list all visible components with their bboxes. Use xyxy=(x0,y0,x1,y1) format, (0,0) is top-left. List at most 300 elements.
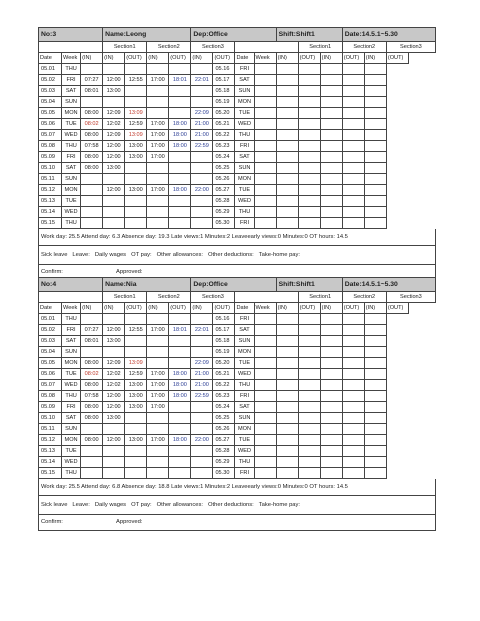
time-cell xyxy=(81,196,103,207)
table-row xyxy=(39,196,436,207)
weekday-cell: TUE xyxy=(235,108,254,119)
date-cell: 05.23 xyxy=(213,391,235,402)
table-row xyxy=(39,413,436,424)
time-cell xyxy=(276,141,298,152)
time-cell: 18:00 xyxy=(169,391,191,402)
weekday-cell: FRI xyxy=(235,141,254,152)
table-row xyxy=(39,152,436,163)
time-cell: 18:00 xyxy=(169,130,191,141)
time-cell: 22:00 xyxy=(191,435,213,446)
section2-label: Section2 xyxy=(147,292,191,303)
time-cell: 17:00 xyxy=(147,380,169,391)
time-cell xyxy=(342,424,364,435)
weekday-cell: TUE xyxy=(62,369,81,380)
date-cell: 05.12 xyxy=(39,185,62,196)
time-cell xyxy=(298,163,320,174)
time-cell xyxy=(81,446,103,457)
time-cell xyxy=(125,163,147,174)
time-cell xyxy=(276,174,298,185)
time-cell xyxy=(147,218,169,229)
weekday-cell: FRI xyxy=(62,402,81,413)
time-cell xyxy=(254,446,276,457)
time-cell xyxy=(276,380,298,391)
section1-label: Section1 xyxy=(298,292,342,303)
pay-field-label: Leave: xyxy=(72,251,90,258)
time-cell: 12:59 xyxy=(125,119,147,130)
weekday-cell: FRI xyxy=(235,314,254,325)
time-cell xyxy=(276,130,298,141)
time-cell xyxy=(169,64,191,75)
time-cell xyxy=(364,468,386,479)
time-cell: 17:00 xyxy=(147,130,169,141)
out-header: (OUT) xyxy=(386,53,408,64)
date-cell: 05.21 xyxy=(213,119,235,130)
time-cell xyxy=(320,468,342,479)
date-cell: 05.28 xyxy=(213,446,235,457)
date-cell: 05.05 xyxy=(39,108,62,119)
time-cell: 08:00 xyxy=(81,358,103,369)
weekday-cell: MON xyxy=(235,97,254,108)
table-row xyxy=(39,347,436,358)
time-cell: 13:09 xyxy=(125,108,147,119)
time-cell xyxy=(103,64,125,75)
in-header: (IN) xyxy=(191,303,213,314)
date-cell: 05.11 xyxy=(39,424,62,435)
date-cell: 05.04 xyxy=(39,97,62,108)
time-cell xyxy=(298,196,320,207)
time-cell xyxy=(298,141,320,152)
time-cell xyxy=(320,163,342,174)
time-cell xyxy=(364,446,386,457)
time-cell: 08:02 xyxy=(81,369,103,380)
time-cell xyxy=(320,325,342,336)
time-cell xyxy=(191,174,213,185)
date-cell: 05.24 xyxy=(213,402,235,413)
table-row xyxy=(39,380,436,391)
time-cell: 12:00 xyxy=(103,185,125,196)
time-cell xyxy=(342,325,364,336)
weekday-cell: MON xyxy=(62,435,81,446)
date-cell: 05.26 xyxy=(213,174,235,185)
time-cell xyxy=(276,163,298,174)
time-cell xyxy=(342,185,364,196)
time-cell xyxy=(364,108,386,119)
time-cell xyxy=(364,358,386,369)
time-cell: 12:00 xyxy=(103,325,125,336)
weekday-cell: SAT xyxy=(62,336,81,347)
time-cell: 12:55 xyxy=(125,325,147,336)
weekday-cell: MON xyxy=(235,424,254,435)
time-cell xyxy=(276,196,298,207)
in-header: (IN) xyxy=(320,303,342,314)
date-cell: 05.06 xyxy=(39,119,62,130)
time-cell: 13:00 xyxy=(125,185,147,196)
table-row xyxy=(39,174,436,185)
time-cell xyxy=(169,314,191,325)
time-cell xyxy=(298,207,320,218)
weekday-cell: THU xyxy=(62,468,81,479)
time-cell xyxy=(147,97,169,108)
time-cell: 13:00 xyxy=(125,152,147,163)
section2-label: Section2 xyxy=(147,42,191,53)
time-cell xyxy=(342,468,364,479)
time-cell xyxy=(103,196,125,207)
weekday-cell: WED xyxy=(235,196,254,207)
time-cell xyxy=(254,391,276,402)
in-header: (IN) xyxy=(147,303,169,314)
time-cell: 12:09 xyxy=(103,130,125,141)
time-cell xyxy=(254,75,276,86)
in-header: (IN) xyxy=(103,303,125,314)
time-cell xyxy=(169,468,191,479)
time-cell xyxy=(276,86,298,97)
date-cell: 05.01 xyxy=(39,314,62,325)
out-header: (OUT) xyxy=(169,53,191,64)
pay-field-label: Other allowances: xyxy=(156,251,204,258)
time-cell xyxy=(147,207,169,218)
time-cell xyxy=(254,314,276,325)
time-cell: 13:00 xyxy=(125,141,147,152)
date-cell: 05.05 xyxy=(39,358,62,369)
time-cell xyxy=(125,336,147,347)
date-cell: 05.16 xyxy=(213,64,235,75)
time-cell xyxy=(147,347,169,358)
weekday-cell: WED xyxy=(62,380,81,391)
time-cell xyxy=(125,314,147,325)
time-cell xyxy=(276,391,298,402)
in-header: (IN) xyxy=(81,53,103,64)
time-cell xyxy=(254,435,276,446)
time-cell: 12:02 xyxy=(103,380,125,391)
weekday-cell: FRI xyxy=(62,152,81,163)
employee-number: No:4 xyxy=(39,278,103,292)
time-cell: 21:00 xyxy=(191,130,213,141)
time-cell xyxy=(364,196,386,207)
time-cell: 12:00 xyxy=(103,141,125,152)
time-cell xyxy=(320,174,342,185)
time-cell xyxy=(254,108,276,119)
time-cell xyxy=(191,424,213,435)
time-cell xyxy=(254,325,276,336)
time-cell xyxy=(298,174,320,185)
time-cell: 08:01 xyxy=(81,336,103,347)
table-row xyxy=(39,108,436,119)
date-range: Date:14.5.1~5.30 xyxy=(342,278,435,292)
date-cell: 05.24 xyxy=(213,152,235,163)
time-cell xyxy=(320,402,342,413)
time-cell xyxy=(81,457,103,468)
in-header: (IN) xyxy=(364,303,386,314)
time-cell: 07:27 xyxy=(81,75,103,86)
weekday-cell: WED xyxy=(62,207,81,218)
time-cell xyxy=(169,174,191,185)
date-cell: 05.18 xyxy=(213,336,235,347)
time-cell xyxy=(320,75,342,86)
time-cell: 17:00 xyxy=(147,391,169,402)
weekday-cell: SAT xyxy=(235,402,254,413)
pay-line xyxy=(38,496,436,515)
weekday-cell: SAT xyxy=(62,86,81,97)
section-header-row xyxy=(39,292,436,303)
time-cell xyxy=(81,174,103,185)
date-cell: 05.08 xyxy=(39,141,62,152)
time-cell xyxy=(320,108,342,119)
approved-label: Approved: xyxy=(116,269,143,275)
date-cell: 05.27 xyxy=(213,185,235,196)
time-cell xyxy=(169,446,191,457)
time-cell: 18:00 xyxy=(169,380,191,391)
pay-field-label: Take-home pay: xyxy=(258,251,301,258)
time-cell: 17:00 xyxy=(147,185,169,196)
time-cell: 22:09 xyxy=(191,108,213,119)
time-cell xyxy=(169,413,191,424)
date-cell: 05.09 xyxy=(39,152,62,163)
time-cell xyxy=(364,325,386,336)
time-cell xyxy=(320,347,342,358)
time-cell xyxy=(364,152,386,163)
time-cell xyxy=(364,119,386,130)
department: Dep:Office xyxy=(191,278,276,292)
weekday-cell: WED xyxy=(62,130,81,141)
table-row xyxy=(39,207,436,218)
time-cell xyxy=(320,185,342,196)
employee-name: Name:Leong xyxy=(103,28,191,42)
time-cell xyxy=(320,97,342,108)
confirm-label: Confirm: xyxy=(41,269,63,275)
section2-label: Section2 xyxy=(342,292,386,303)
table-row xyxy=(39,457,436,468)
time-cell xyxy=(191,457,213,468)
signature-line xyxy=(38,515,436,531)
section3-label: Section3 xyxy=(191,292,235,303)
time-cell xyxy=(169,347,191,358)
time-cell: 22:00 xyxy=(191,185,213,196)
column-header-row xyxy=(39,53,436,64)
weekday-cell: THU xyxy=(62,391,81,402)
time-cell xyxy=(342,163,364,174)
time-cell xyxy=(169,163,191,174)
time-cell: 12:09 xyxy=(103,358,125,369)
weekday-cell: THU xyxy=(62,218,81,229)
time-cell xyxy=(147,86,169,97)
time-cell xyxy=(276,97,298,108)
time-cell xyxy=(191,152,213,163)
date-cell: 05.19 xyxy=(213,347,235,358)
table-row xyxy=(39,75,436,86)
time-cell xyxy=(320,446,342,457)
time-cell xyxy=(103,347,125,358)
time-cell xyxy=(254,347,276,358)
time-cell xyxy=(298,336,320,347)
time-cell xyxy=(342,391,364,402)
time-cell xyxy=(298,86,320,97)
weekday-cell: MON xyxy=(62,358,81,369)
time-cell xyxy=(191,314,213,325)
weekday-cell: TUE xyxy=(235,185,254,196)
shift-name: Shift:Shift1 xyxy=(276,278,342,292)
time-cell: 17:00 xyxy=(147,152,169,163)
time-cell xyxy=(298,380,320,391)
time-cell xyxy=(342,435,364,446)
time-cell xyxy=(169,207,191,218)
time-cell: 13:00 xyxy=(103,413,125,424)
weekday-cell: MON xyxy=(235,347,254,358)
time-cell xyxy=(254,457,276,468)
time-cell xyxy=(320,207,342,218)
date-cell: 05.29 xyxy=(213,457,235,468)
weekday-cell: WED xyxy=(235,446,254,457)
time-cell xyxy=(320,336,342,347)
weekday-cell: MON xyxy=(62,185,81,196)
time-cell: 12:00 xyxy=(103,391,125,402)
date-cell: 05.25 xyxy=(213,413,235,424)
time-cell: 22:59 xyxy=(191,141,213,152)
time-cell xyxy=(191,64,213,75)
weekday-cell: THU xyxy=(62,314,81,325)
time-cell xyxy=(125,196,147,207)
time-cell: 18:00 xyxy=(169,141,191,152)
time-cell: 13:00 xyxy=(125,435,147,446)
summary-line: Work day: 25.5 Attend day: 6.3 Absence day: 19.3 Late views:1 Minutes:2 Leaveearly views:0 Minutes:0 OT hours: 14.5 xyxy=(38,229,436,246)
time-cell: 13:09 xyxy=(125,358,147,369)
time-cell xyxy=(147,174,169,185)
time-cell: 13:09 xyxy=(125,130,147,141)
date-cell: 05.29 xyxy=(213,207,235,218)
time-cell xyxy=(364,380,386,391)
table-row xyxy=(39,97,436,108)
week-header: Week xyxy=(62,53,81,64)
table-row xyxy=(39,435,436,446)
weekday-cell: FRI xyxy=(235,218,254,229)
time-cell xyxy=(342,218,364,229)
time-cell xyxy=(276,369,298,380)
time-cell: 12:02 xyxy=(103,119,125,130)
time-cell xyxy=(169,86,191,97)
time-cell xyxy=(364,86,386,97)
date-cell: 05.15 xyxy=(39,218,62,229)
time-cell xyxy=(125,424,147,435)
time-cell xyxy=(298,325,320,336)
time-cell xyxy=(147,64,169,75)
time-cell: 08:00 xyxy=(81,380,103,391)
time-cell: 17:00 xyxy=(147,369,169,380)
time-cell xyxy=(320,314,342,325)
table-row xyxy=(39,163,436,174)
time-cell: 08:00 xyxy=(81,152,103,163)
date-cell: 05.17 xyxy=(213,75,235,86)
out-header: (OUT) xyxy=(213,53,235,64)
employee-number: No:3 xyxy=(39,28,103,42)
time-cell: 18:00 xyxy=(169,119,191,130)
time-cell xyxy=(191,446,213,457)
pay-field-label: Take-home pay: xyxy=(258,501,301,508)
table-row xyxy=(39,185,436,196)
time-cell xyxy=(103,457,125,468)
time-cell xyxy=(298,391,320,402)
time-cell xyxy=(364,207,386,218)
section3-label: Section3 xyxy=(386,292,435,303)
time-cell: 13:00 xyxy=(125,402,147,413)
time-cell xyxy=(298,369,320,380)
time-cell xyxy=(342,402,364,413)
section1-label: Section1 xyxy=(298,42,342,53)
time-cell xyxy=(147,336,169,347)
time-cell: 17:00 xyxy=(147,119,169,130)
pay-field-label: OT pay: xyxy=(131,501,152,508)
time-cell xyxy=(342,152,364,163)
time-cell: 12:59 xyxy=(125,369,147,380)
pay-field-label: Other allowances: xyxy=(156,501,204,508)
time-cell xyxy=(254,152,276,163)
time-cell xyxy=(254,468,276,479)
weekday-cell: SUN xyxy=(235,336,254,347)
time-cell xyxy=(147,457,169,468)
pay-field-label: Other deductions: xyxy=(208,251,254,258)
approved-label: Approved: xyxy=(116,519,143,525)
time-cell xyxy=(191,207,213,218)
card-header-row xyxy=(39,28,436,42)
weekday-cell: SUN xyxy=(62,424,81,435)
in-header: (IN) xyxy=(81,303,103,314)
time-cell xyxy=(169,152,191,163)
time-cell xyxy=(191,413,213,424)
time-cell xyxy=(169,358,191,369)
weekday-cell: SAT xyxy=(235,75,254,86)
time-cell xyxy=(364,347,386,358)
time-cell xyxy=(364,218,386,229)
table-row xyxy=(39,314,436,325)
weekday-cell: FRI xyxy=(62,325,81,336)
time-cell xyxy=(364,130,386,141)
time-cell xyxy=(298,347,320,358)
weekday-cell: SUN xyxy=(235,86,254,97)
time-cell: 22:01 xyxy=(191,75,213,86)
date-cell: 05.07 xyxy=(39,380,62,391)
department: Dep:Office xyxy=(191,28,276,42)
time-cell xyxy=(364,435,386,446)
time-cell xyxy=(169,424,191,435)
time-cell xyxy=(342,457,364,468)
weekday-cell: SAT xyxy=(62,163,81,174)
time-cell xyxy=(103,446,125,457)
employee-name: Name:Nia xyxy=(103,278,191,292)
time-cell: 07:58 xyxy=(81,141,103,152)
date-header: Date xyxy=(39,303,62,314)
summary-line: Work day: 25.5 Attend day: 6.8 Absence day: 18.8 Late views:1 Minutes:2 Leaveearly views:0 Minutes:0 OT hours: 14.5 xyxy=(38,479,436,496)
time-cell xyxy=(147,424,169,435)
date-cell: 05.09 xyxy=(39,402,62,413)
time-cell xyxy=(169,196,191,207)
time-cell xyxy=(364,413,386,424)
pay-field-label: Sick leave xyxy=(41,501,68,508)
time-cell xyxy=(81,185,103,196)
time-cell xyxy=(254,196,276,207)
in-header: (IN) xyxy=(147,53,169,64)
time-cell: 12:00 xyxy=(103,435,125,446)
time-cell xyxy=(125,413,147,424)
weekday-cell: THU xyxy=(235,130,254,141)
time-cell xyxy=(364,174,386,185)
table-row xyxy=(39,391,436,402)
date-cell: 05.06 xyxy=(39,369,62,380)
time-cell xyxy=(191,468,213,479)
time-cell xyxy=(320,413,342,424)
table-row xyxy=(39,446,436,457)
time-cell xyxy=(320,152,342,163)
time-cell: 18:01 xyxy=(169,75,191,86)
time-cell xyxy=(342,75,364,86)
time-cell: 13:00 xyxy=(103,336,125,347)
